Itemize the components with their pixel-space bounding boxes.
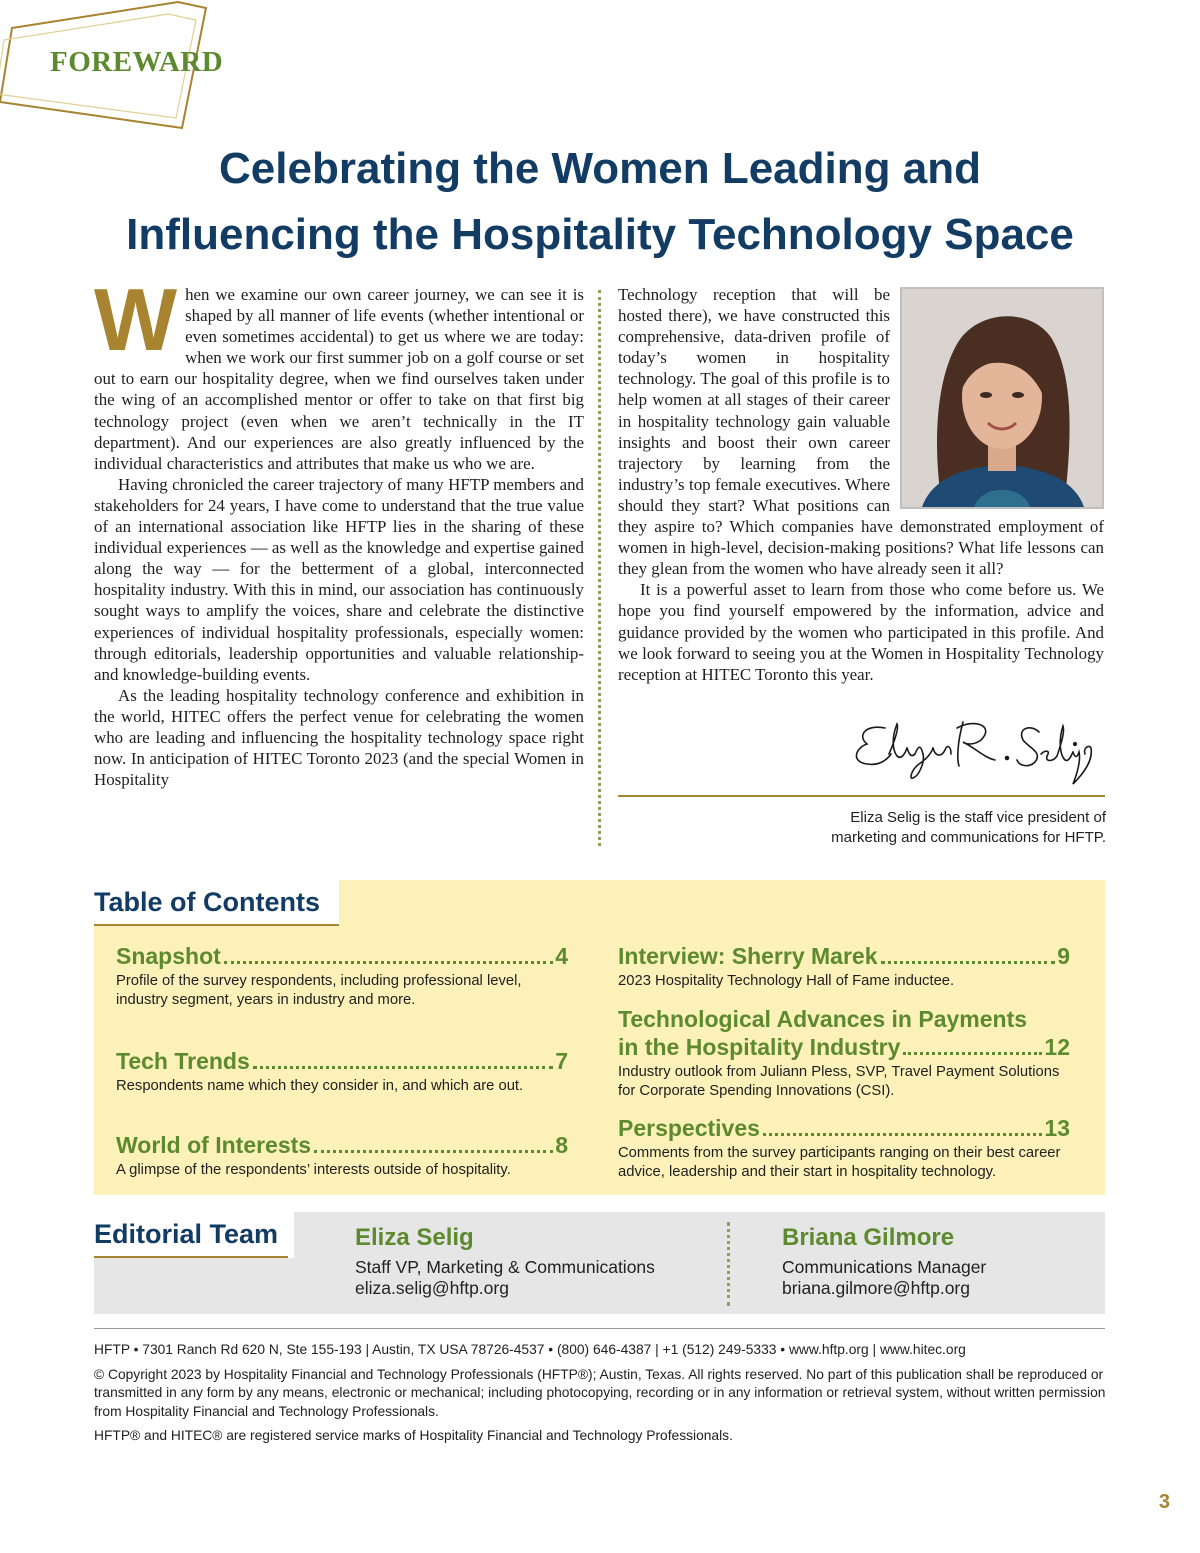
signature-caption	[618, 808, 1106, 847]
team-member	[355, 1223, 655, 1299]
member-role: Staff VP, Marketing & Communications	[355, 1257, 655, 1277]
member-name: Eliza Selig	[355, 1224, 474, 1251]
editorial-team-title: Editorial Team	[94, 1219, 279, 1249]
article-paragraph-text: hen we examine our own career journey, we can see it is shaped by all manner of life events (whether intentional or even sometimes accidental) to get us where we are today: when we work our first summer job on a golf course or set out to earn our hospitality degree, when we find ourselves taken under the wing of an accomplished mentor or offer to take on that first big technology project (even when we aren’t technically in the IT department). And our experiences are also greatly influenced by the individual characteristics and attributes that make us who we are.	[94, 285, 584, 473]
member-email-link[interactable]: briana.gilmore@hftp.org	[782, 1278, 970, 1298]
toc-entry-page: 9	[1057, 943, 1070, 969]
toc-entry[interactable]	[618, 942, 1070, 991]
page-title-line-2: Influencing the Hospitality Technology Space	[126, 210, 1074, 259]
toc-entry-page: 7	[555, 1048, 568, 1074]
author-portrait	[900, 287, 1104, 509]
member-role: Communications Manager	[782, 1257, 987, 1277]
toc-entry-title: World of Interests	[116, 1132, 312, 1158]
footer-trademark: HFTP® and HITEC® are registered service marks of Hospitality Financial and Technology Professionals.	[94, 1428, 733, 1444]
toc-leader-dots	[314, 1150, 553, 1153]
toc-entry-title: Technological Advances in Payments	[618, 1006, 1028, 1032]
toc-entry[interactable]	[116, 1047, 568, 1096]
toc-entry-page: 4	[555, 943, 568, 969]
toc-entry-title: Tech Trends	[116, 1048, 250, 1074]
toc-title-rule	[94, 924, 339, 926]
section-tag: FOREWARD	[50, 46, 224, 78]
team-divider	[727, 1222, 730, 1306]
toc-entry-page: 8	[555, 1132, 568, 1158]
team-title-rule	[94, 1256, 288, 1258]
toc-entry-heading	[116, 942, 568, 970]
toc-entry[interactable]	[618, 1114, 1070, 1182]
member-name: Briana Gilmore	[782, 1224, 955, 1251]
member-email-link[interactable]: eliza.selig@hftp.org	[355, 1278, 509, 1298]
toc-entry-description: Respondents name which they consider in, and which are out.	[116, 1078, 524, 1094]
toc-entry-description: Profile of the survey respondents, including professional level, industry segment, years in industry and more.	[116, 973, 522, 1008]
footer-rule	[94, 1328, 1105, 1329]
toc-leader-dots	[763, 1133, 1042, 1136]
toc-entry-page: 12	[1044, 1034, 1070, 1060]
toc-entry-description: A glimpse of the respondents’ interests outside of hospitality.	[116, 1162, 511, 1178]
toc-entry-heading	[116, 1131, 568, 1159]
toc-entry-heading	[116, 1047, 568, 1075]
toc-entry[interactable]	[618, 1005, 1070, 1101]
author-signature	[845, 714, 1100, 790]
drop-cap: W	[94, 270, 178, 369]
toc-entry-heading	[618, 1114, 1070, 1142]
footer-copyright: © Copyright 2023 by Hospitality Financial and Technology Professionals (HFTP®); Austin, Texas. All rights reserved. No part of this publication shall be reproduced or transmitted in any form by any means, electronic or mechanical; including photocopying, recording or in any information or retrieval system, without written permission from Hospitality Financial and Technology Professionals.	[94, 1366, 1106, 1419]
article-column-right	[618, 284, 1104, 685]
toc-leader-dots	[881, 961, 1056, 964]
footer	[94, 1341, 1106, 1452]
footer-contact: HFTP • 7301 Ranch Rd 620 N, Ste 155-193 | Austin, TX USA 78726-4537 • (800) 646-4387 | +1 (512) 249-5333 • www.hftp.org | www.hitec.org	[94, 1342, 966, 1357]
article-column-left	[94, 270, 584, 790]
signature-caption-line: Eliza Selig is the staff vice president of	[850, 809, 1106, 826]
toc-entry-heading	[618, 1033, 1070, 1061]
toc-entry-description: Comments from the survey participants ranging on their best career advice, leadership and their start in hospitality technology.	[618, 1145, 1061, 1180]
toc-leader-dots	[224, 961, 553, 964]
signature-rule	[618, 795, 1105, 797]
toc-entry-page: 13	[1044, 1115, 1070, 1141]
portrait-image	[902, 289, 1102, 507]
toc-leader-dots	[903, 1052, 1042, 1055]
toc-entry-description: 2023 Hospitality Technology Hall of Fame inductee.	[618, 973, 955, 989]
page-title-line-1: Celebrating the Women Leading and	[219, 144, 981, 193]
toc-entry[interactable]	[116, 1131, 568, 1180]
signature-caption-line: marketing and communications for HFTP.	[831, 828, 1106, 846]
article-paragraph: Technology reception that will be hosted there), we have constructed this comprehensive, data-driven profile of today’s women in hospitality technology. The goal of this profile is to help women at all stages of their career in hospitality technology gain valuable insights and boost their own career trajectory by learning from the industry’s top female executives. Where should they start? What positions can they aspire to? Which companies have demonstrated employment of women in high-level, decision-making positions? What life lessons can they glean from the women who have already seen it all?	[618, 285, 1104, 579]
toc-entry-heading	[618, 942, 1070, 970]
toc-leader-dots	[253, 1066, 553, 1069]
toc-entry-title: Interview: Sherry Marek	[618, 943, 878, 969]
page-title	[0, 136, 1200, 268]
toc-entry-description: Industry outlook from Juliann Pless, SVP, Travel Payment Solutions for Corporate Spending Innovations (CSI).	[618, 1064, 1060, 1099]
toc-entry[interactable]	[116, 942, 568, 1010]
toc-entry-title: in the Hospitality Industry	[618, 1034, 901, 1060]
article-paragraph: It is a powerful asset to learn from those who come before us. We hope you find yourself empowered by the information, advice and guidance provided by the women who participated in this profile. And we look forward to seeing you at the Women in Hospitality Technology reception at HITEC Toronto this year.	[618, 580, 1104, 684]
toc-entry-heading-line-1	[618, 1005, 1070, 1033]
page-number: 3	[1158, 1491, 1170, 1513]
article-paragraph: As the leading hospitality technology conference and exhibition in the world, HITEC offers the perfect venue for celebrating the women who are leading and influencing the hospitality technology space right now. In anticipation of HITEC Toronto 2023 (and the special Women in Hospitality	[94, 685, 584, 790]
column-divider	[598, 290, 601, 846]
team-member	[782, 1223, 986, 1299]
toc-entry-title: Snapshot	[116, 943, 221, 969]
article-paragraph: Having chronicled the career trajectory of many HFTP members and stakeholders for 24 years, I have come to understand that the true value of an international association like HFTP lies in the sharing of these individual experiences — as well as the knowledge and expertise gained along the way — for the betterment of a global, interconnected hospitality industry. With this in mind, our association has continuously sought ways to amplify the voices, share and celebrate the distinctive experiences of individual hospitality professionals, especially women: through editorials, leadership opportunities and valuable relationship- and knowledge-building events.	[94, 474, 584, 684]
toc-entry-title: Perspectives	[618, 1115, 760, 1141]
article-paragraph	[94, 270, 584, 474]
toc-title: Table of Contents	[94, 887, 320, 917]
